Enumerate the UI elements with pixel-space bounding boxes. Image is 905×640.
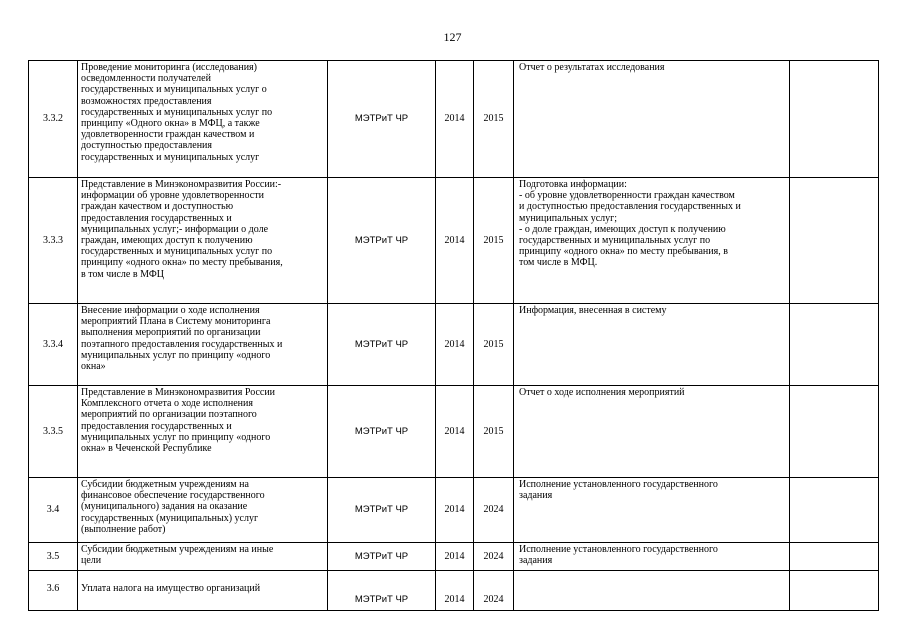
- activity-name: Внесение информации о ходе исполнения мероприятий Плана в Систему мониторинга выполнения мероприятий по организации поэтапного предоставления государственных и муниципальных услуг по принципу «одного окна»: [78, 304, 328, 386]
- executor: МЭТРиТ ЧР: [328, 61, 436, 178]
- start-year: 2014: [436, 543, 474, 571]
- expected-result: [514, 571, 790, 611]
- executor: МЭТРиТ ЧР: [328, 543, 436, 571]
- end-year: 2024: [474, 478, 514, 543]
- expected-result: Информация, внесенная в систему: [514, 304, 790, 386]
- table-row: [29, 571, 879, 611]
- activity-name: Уплата налога на имущество организаций: [78, 571, 328, 611]
- table-row: [29, 543, 879, 571]
- extra-cell: [790, 386, 879, 478]
- row-number: 3.3.2: [29, 61, 78, 178]
- executor: МЭТРиТ ЧР: [328, 178, 436, 304]
- start-year: 2014: [436, 61, 474, 178]
- end-year: 2024: [474, 571, 514, 611]
- end-year: 2015: [474, 61, 514, 178]
- start-year: 2014: [436, 571, 474, 611]
- activity-name: Проведение мониторинга (исследования) осведомленности получателей государственных и муниципальных услуг о возможностях предоставления государственных и муниципальных услуг по принципу «Одного окна» в МФЦ, а также удовлетворенности граждан качеством и доступностью предоставления государственных и муниципальных услуг: [78, 61, 328, 178]
- row-number: 3.3.3: [29, 178, 78, 304]
- extra-cell: [790, 178, 879, 304]
- executor: МЭТРиТ ЧР: [328, 478, 436, 543]
- start-year: 2014: [436, 386, 474, 478]
- activities-table: [28, 60, 879, 611]
- row-number: 3.4: [29, 478, 78, 543]
- executor: МЭТРиТ ЧР: [328, 304, 436, 386]
- extra-cell: [790, 571, 879, 611]
- extra-cell: [790, 61, 879, 178]
- activity-name: Субсидии бюджетным учреждениям на иные цели: [78, 543, 328, 571]
- row-number: 3.5: [29, 543, 78, 571]
- table-row: [29, 386, 879, 478]
- page-number: 127: [443, 30, 462, 44]
- extra-cell: [790, 543, 879, 571]
- row-number: 3.6: [29, 571, 78, 611]
- activity-name: Представление в Минэкономразвития России Комплексного отчета о ходе исполнения мероприятий по организации поэтапного предоставления государственных и муниципальных услуг по принципу «одного окна» в Чеченской Республике: [78, 386, 328, 478]
- expected-result: Отчет о результатах исследования: [514, 61, 790, 178]
- table-row: [29, 178, 879, 304]
- activity-name: Представление в Минэкономразвития России:- информации об уровне удовлетворенности граждан качеством и доступностью предоставления государственных и муниципальных услуг;- информации о доле граждан, имеющих доступ к получению государственных и муниципальных услуг по принципу «одного окна» по месту пребывания, в том числе в МФЦ: [78, 178, 328, 304]
- start-year: 2014: [436, 178, 474, 304]
- end-year: 2024: [474, 543, 514, 571]
- row-number: 3.3.5: [29, 386, 78, 478]
- executor: МЭТРиТ ЧР: [328, 386, 436, 478]
- extra-cell: [790, 478, 879, 543]
- expected-result: Исполнение установленного государственного задания: [514, 478, 790, 543]
- activity-name: Субсидии бюджетным учреждениям на финансовое обеспечение государственного (муниципального) задания на оказание государственных (муниципальных) услуг (выполнение работ): [78, 478, 328, 543]
- executor: МЭТРиТ ЧР: [328, 571, 436, 611]
- expected-result: Исполнение установленного государственного задания: [514, 543, 790, 571]
- table-row: [29, 478, 879, 543]
- expected-result: Подготовка информации: - об уровне удовлетворенности граждан качеством и доступностью предоставления государственных и муниципальных услуг; - о доле граждан, имеющих доступ к получению государственных и муниципальных услуг по принципу «одного окна» по месту пребывания, в том числе в МФЦ.: [514, 178, 790, 304]
- end-year: 2015: [474, 178, 514, 304]
- end-year: 2015: [474, 304, 514, 386]
- end-year: 2015: [474, 386, 514, 478]
- table-row: [29, 304, 879, 386]
- start-year: 2014: [436, 478, 474, 543]
- row-number: 3.3.4: [29, 304, 78, 386]
- expected-result: Отчет о ходе исполнения мероприятий: [514, 386, 790, 478]
- table-row: [29, 61, 879, 178]
- extra-cell: [790, 304, 879, 386]
- start-year: 2014: [436, 304, 474, 386]
